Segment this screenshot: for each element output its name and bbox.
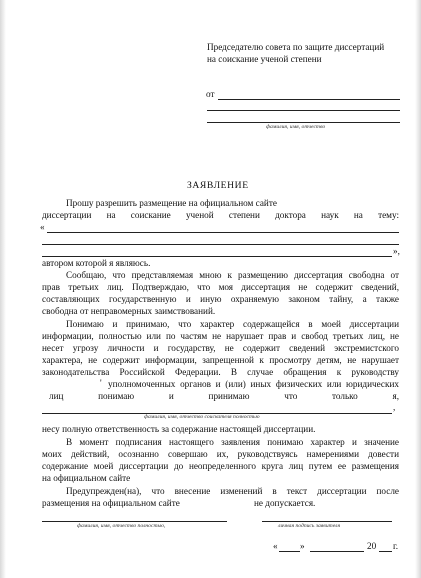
from-name-line: [218, 99, 400, 100]
document-title: ЗАЯВЛЕНИЕ: [187, 180, 249, 191]
p4-line-1: В момент подписания настоящего заявления понимаю характер и значение: [66, 437, 399, 447]
p1-line-2: диссертации на соискание ученой степени доктора наук на тему:: [42, 210, 399, 220]
addressee-line-1: Председателю совета по защите диссертаций: [207, 42, 385, 52]
date-quote-close: »: [300, 541, 305, 551]
p2-line-3: составляющих государственную и иную охраняемую законом тайну, а также: [42, 294, 399, 304]
topic-line-3: [42, 256, 392, 257]
topic-line-1: [47, 232, 399, 233]
page-shadow-right: [415, 0, 421, 578]
p5-line-2b: не допускается.: [254, 498, 316, 508]
p3-line-7: лиц понимаю и принимаю что только я,: [49, 391, 399, 401]
topic-line-2: [42, 244, 399, 245]
p2-line-1: Сообщаю, что представляемая мною к размещению диссертация свободна от: [66, 270, 399, 280]
p3-line-6-mark: ': [100, 378, 102, 388]
p3-line-7-end: ,: [393, 402, 396, 412]
p3-line-2: информации, полностью или по частям не нарушает прав и свобод третьих лиц, не: [42, 331, 399, 341]
signature-sign-caption: личная подпись заявителя: [278, 523, 341, 529]
from-name-line-3: [207, 122, 400, 123]
p5-line-2a: размещения на официальном сайте: [42, 498, 180, 508]
date-year-line: [379, 551, 392, 552]
p3-line-3: несет угрозу личности и государству, не содержит сведений экстремистского: [42, 343, 399, 353]
p4-line-2: моих действий, осознанно совершаю их, руководствуясь намерениями довести: [42, 449, 399, 459]
from-name-line-2: [207, 110, 400, 111]
close-quote: »,: [393, 246, 400, 256]
date-month-line: [310, 551, 364, 552]
p4-line-4: на официальном сайте: [42, 473, 131, 483]
open-quote: «: [40, 222, 45, 232]
signature-fio-line: [42, 521, 227, 522]
from-label: от: [206, 89, 215, 99]
date-year-prefix: 20: [367, 541, 377, 551]
p3-line-6: уполномоченных органов и (или) иных физических или юридических: [108, 379, 399, 389]
date-quote-open: «: [273, 541, 278, 551]
p3-line-4: характера, не содержит информации, запрещенной к просмотру детям, не нарушает: [42, 355, 399, 365]
date-year-suffix: г.: [393, 541, 399, 551]
p3-line-5: законодательства Российской Федерации. В случае обращения к руководству: [42, 367, 399, 377]
p3-line-1: Понимаю и принимаю, что характер содержащейся в моей диссертации: [66, 319, 399, 329]
p4-line-3: содержание моей диссертации до неопределенного круга лиц путем ее размещения: [42, 461, 399, 471]
fio-caption: фамилия, имя, отчество: [266, 124, 326, 130]
p1-end: автором которой я являюсь.: [42, 258, 151, 268]
p2-line-2: прав третьих лиц. Подтверждаю, что моя диссертация не содержит сведений,: [42, 282, 399, 292]
signature-sign-line: [262, 521, 392, 522]
addressee-line-2: на соискание ученой степени: [207, 54, 322, 64]
date-day-line: [279, 551, 300, 552]
page-shadow-left: [0, 0, 6, 578]
p5-line-1: Предупрежден(на), что внесение изменений в текст диссертации после: [66, 486, 399, 496]
p3-end: несу полную ответственность за содержание настоящей диссертации.: [42, 424, 316, 434]
p1-line-1: Прошу разрешить размещение на официальном сайте: [66, 198, 277, 208]
signature-fio-caption: фамилия, имя, отчество полностью,: [77, 523, 166, 529]
p2-line-4: свободна от неправомерных заимствований.: [42, 306, 216, 316]
applicant-fio-caption: фамилия, имя, отчество соискателя полностью: [144, 414, 260, 420]
